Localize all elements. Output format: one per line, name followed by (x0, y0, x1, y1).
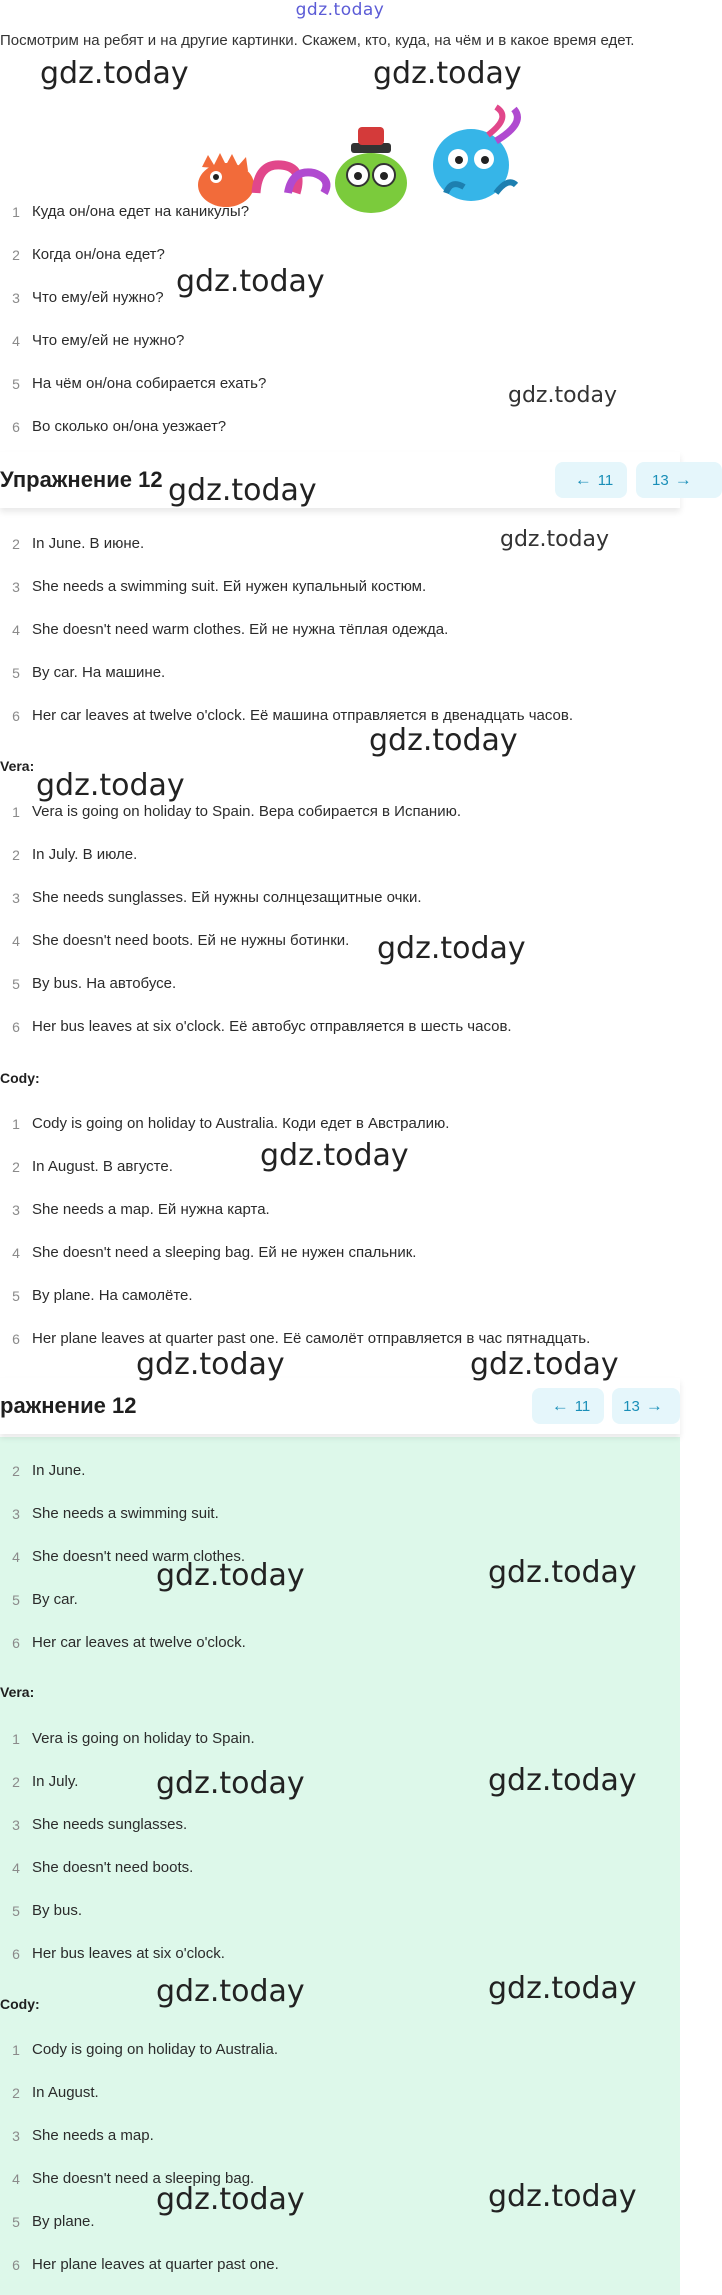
item-text: Что ему/ей нужно? (32, 289, 164, 306)
item-number: 1 (12, 203, 20, 220)
arrow-left-icon: ← (551, 1396, 569, 1415)
list-item (0, 1449, 680, 1492)
list-item (0, 2114, 680, 2157)
list-item (0, 1274, 680, 1317)
list-item (0, 1102, 680, 1145)
list-item (0, 1535, 680, 1578)
site-logo[interactable]: gdz.today (295, 0, 385, 20)
next-exercise-button[interactable] (636, 462, 722, 498)
item-number: 1 (12, 2041, 20, 2058)
item-text: Vera is going on holiday to Spain. Вера собирается в Испанию. (32, 803, 461, 820)
list-item (0, 362, 680, 405)
item-number: 6 (12, 1018, 20, 1035)
item-number: 2 (12, 535, 20, 552)
item-text: Her plane leaves at quarter past one. (32, 2256, 279, 2273)
list-item (0, 1846, 680, 1889)
next-exercise-number: 13 (623, 1397, 640, 1415)
next-exercise-number: 13 (652, 471, 669, 489)
person-label-vera-2: Vera: (0, 1684, 35, 1700)
watermark: gdz.today (470, 1347, 619, 1382)
list-item (0, 405, 680, 448)
list-item (0, 2157, 680, 2200)
arrow-left-icon: ← (574, 470, 592, 489)
list-item (0, 319, 680, 362)
watermark: gdz.today (369, 723, 518, 758)
item-number: 4 (12, 1244, 20, 1261)
item-number: 4 (12, 2170, 20, 2187)
list-item (0, 919, 680, 962)
list-item (0, 2243, 680, 2286)
item-number: 4 (12, 1548, 20, 1565)
watermark: gdz.today (260, 1138, 409, 1173)
item-number: 3 (12, 1505, 20, 1522)
item-text: She doesn't need a sleeping bag. Ей не нужен спальник. (32, 1244, 417, 1261)
list-item (0, 1188, 680, 1231)
item-text: By bus. (32, 1902, 83, 1919)
watermark: gdz.today (168, 473, 317, 508)
watermark: gdz.today (488, 2179, 637, 2214)
watermark: gdz.today (373, 56, 522, 91)
item-text: She needs a map. (32, 2127, 154, 2144)
list-item (0, 1145, 680, 1188)
item-number: 4 (12, 1859, 20, 1876)
item-text: Her car leaves at twelve o'clock. Её машина отправляется в двенадцать часов. (32, 707, 574, 724)
item-number: 1 (12, 803, 20, 820)
item-text: Cody is going on holiday to Australia. Коди едет в Австралию. (32, 1115, 450, 1132)
item-number: 1 (12, 1115, 20, 1132)
list-item (0, 790, 680, 833)
list-item (0, 1578, 680, 1621)
watermark: gdz.today (508, 383, 618, 408)
list-item (0, 190, 680, 233)
exercise-header (0, 452, 692, 508)
answers-cody (0, 1102, 680, 1360)
item-number: 6 (12, 707, 20, 724)
watermark: gdz.today (156, 1766, 305, 1801)
item-number: 3 (12, 578, 20, 595)
list-item (0, 2028, 680, 2071)
item-text: Her car leaves at twelve o'clock. (32, 1634, 246, 1651)
item-number: 2 (12, 1158, 20, 1175)
person-label-vera: Vera: (0, 758, 35, 774)
item-text: Когда он/она едет? (32, 246, 165, 263)
item-number: 3 (12, 1201, 20, 1218)
list-item (0, 1005, 680, 1048)
item-text: На чём он/она собирается ехать? (32, 375, 267, 392)
item-number: 6 (12, 2256, 20, 2273)
watermark: gdz.today (156, 1974, 305, 2009)
exercise-title-2: ражнение 12 (0, 1393, 137, 1418)
list-item (0, 276, 680, 319)
item-number: 5 (12, 664, 20, 681)
item-number: 6 (12, 1945, 20, 1962)
item-text: In August. В августе. (32, 1158, 173, 1175)
item-text: Her bus leaves at six o'clock. (32, 1945, 225, 1962)
item-number: 5 (12, 975, 20, 992)
item-text: She doesn't need warm clothes. (32, 1548, 245, 1565)
item-text: Что ему/ей не нужно? (32, 332, 185, 349)
prev-exercise-number: 11 (597, 471, 614, 489)
item-number: 5 (12, 2213, 20, 2230)
item-number: 2 (12, 1462, 20, 1479)
list-item (0, 1231, 680, 1274)
item-number: 3 (12, 889, 20, 906)
next-exercise-button-2[interactable] (612, 1388, 680, 1424)
intro-text: Посмотрим на ребят и на другие картинки. Скажем, кто, куда, на чём и в какое время едет. (0, 32, 635, 49)
prev-exercise-button-2[interactable] (532, 1388, 604, 1424)
list-item (0, 1889, 680, 1932)
questions-list (0, 190, 680, 448)
list-item (0, 1803, 680, 1846)
item-text: She doesn't need boots. (32, 1859, 194, 1876)
list-item (0, 1932, 680, 1975)
item-text: She needs a swimming suit. (32, 1505, 219, 1522)
watermark: gdz.today (176, 264, 325, 299)
item-number: 3 (12, 2127, 20, 2144)
item-text: Во сколько он/она уезжает? (32, 418, 227, 435)
monsters-icon (196, 113, 536, 193)
item-text: In July. (32, 1773, 79, 1790)
watermark: gdz.today (377, 931, 526, 966)
person-label-cody: Cody: (0, 1070, 40, 1086)
answers-vera (0, 790, 680, 1048)
list-item (0, 2071, 680, 2114)
list-item (0, 565, 680, 608)
arrow-right-icon: → (645, 1396, 663, 1415)
list-item (0, 1717, 680, 1760)
list-item (0, 962, 680, 1005)
item-number: 2 (12, 846, 20, 863)
list-item (0, 876, 680, 919)
item-number: 5 (12, 1287, 20, 1304)
item-number: 5 (12, 1902, 20, 1919)
item-number: 6 (12, 1634, 20, 1651)
watermark: gdz.today (488, 1555, 637, 1590)
item-text: In August. (32, 2084, 99, 2101)
list-item (0, 608, 680, 651)
item-text: She doesn't need a sleeping bag. (32, 2170, 255, 2187)
item-text: Vera is going on holiday to Spain. (32, 1730, 255, 1747)
item-text: In June. В июне. (32, 535, 145, 552)
watermark: gdz.today (40, 56, 189, 91)
list-item (0, 833, 680, 876)
item-text: Куда он/она едет на каникулы? (32, 203, 250, 220)
item-text: Cody is going on holiday to Australia. (32, 2041, 278, 2058)
answers-english-vera (0, 1717, 680, 1975)
monsters-illustration (196, 113, 536, 193)
item-text: She needs sunglasses. (32, 1816, 188, 1833)
list-item (0, 522, 680, 565)
watermark: gdz.today (500, 527, 610, 552)
list-item (0, 233, 680, 276)
item-number: 1 (12, 1730, 20, 1747)
item-number: 6 (12, 418, 20, 435)
item-number: 4 (12, 621, 20, 638)
item-number: 4 (12, 332, 20, 349)
list-item (0, 694, 680, 737)
item-text: She needs a swimming suit. Ей нужен купальный костюм. (32, 578, 427, 595)
prev-exercise-button[interactable] (555, 462, 627, 498)
exercise-header-2 (0, 1378, 680, 1434)
answers-with-translation (0, 522, 680, 737)
watermark: gdz.today (488, 1763, 637, 1798)
item-number: 4 (12, 932, 20, 949)
item-text: She needs a map. Ей нужна карта. (32, 1201, 270, 1218)
item-number: 6 (12, 1330, 20, 1347)
watermark: gdz.today (488, 1971, 637, 2006)
item-number: 5 (12, 1591, 20, 1608)
arrow-right-icon: → (674, 470, 692, 489)
item-text: By bus. На автобусе. (32, 975, 177, 992)
watermark: gdz.today (36, 768, 185, 803)
exercise-title: Упражнение 12 (0, 467, 163, 492)
item-text: In June. (32, 1462, 86, 1479)
watermark: gdz.today (136, 1347, 285, 1382)
person-label-cody-2: Cody: (0, 1996, 40, 2012)
watermark: gdz.today (156, 2182, 305, 2217)
list-item (0, 1760, 680, 1803)
list-item (0, 1317, 680, 1360)
item-text: She needs sunglasses. Ей нужны солнцезащитные очки. (32, 889, 422, 906)
list-item (0, 2200, 680, 2243)
item-text: By plane. (32, 2213, 95, 2230)
watermark: gdz.today (156, 1558, 305, 1593)
prev-exercise-number: 11 (574, 1397, 591, 1415)
item-text: In July. В июле. (32, 846, 138, 863)
item-number: 3 (12, 1816, 20, 1833)
item-number: 5 (12, 375, 20, 392)
list-item (0, 651, 680, 694)
item-number: 3 (12, 289, 20, 306)
list-item (0, 1621, 680, 1664)
item-text: Her plane leaves at quarter past one. Её самолёт отправляется в час пятнадцать. (32, 1330, 591, 1347)
item-number: 2 (12, 1773, 20, 1790)
list-item (0, 1492, 680, 1535)
item-text: By car. (32, 1591, 78, 1608)
item-text: She doesn't need warm clothes. Ей не нужна тёплая одежда. (32, 621, 449, 638)
item-text: Her bus leaves at six o'clock. Её автобус отправляется в шесть часов. (32, 1018, 512, 1035)
item-number: 2 (12, 246, 20, 263)
answers-english-cody (0, 2028, 680, 2286)
item-text: By plane. На самолёте. (32, 1287, 193, 1304)
answers-english (0, 1449, 680, 1664)
item-number: 2 (12, 2084, 20, 2101)
item-text: She doesn't need boots. Ей не нужны ботинки. (32, 932, 350, 949)
item-text: By car. На машине. (32, 664, 166, 681)
